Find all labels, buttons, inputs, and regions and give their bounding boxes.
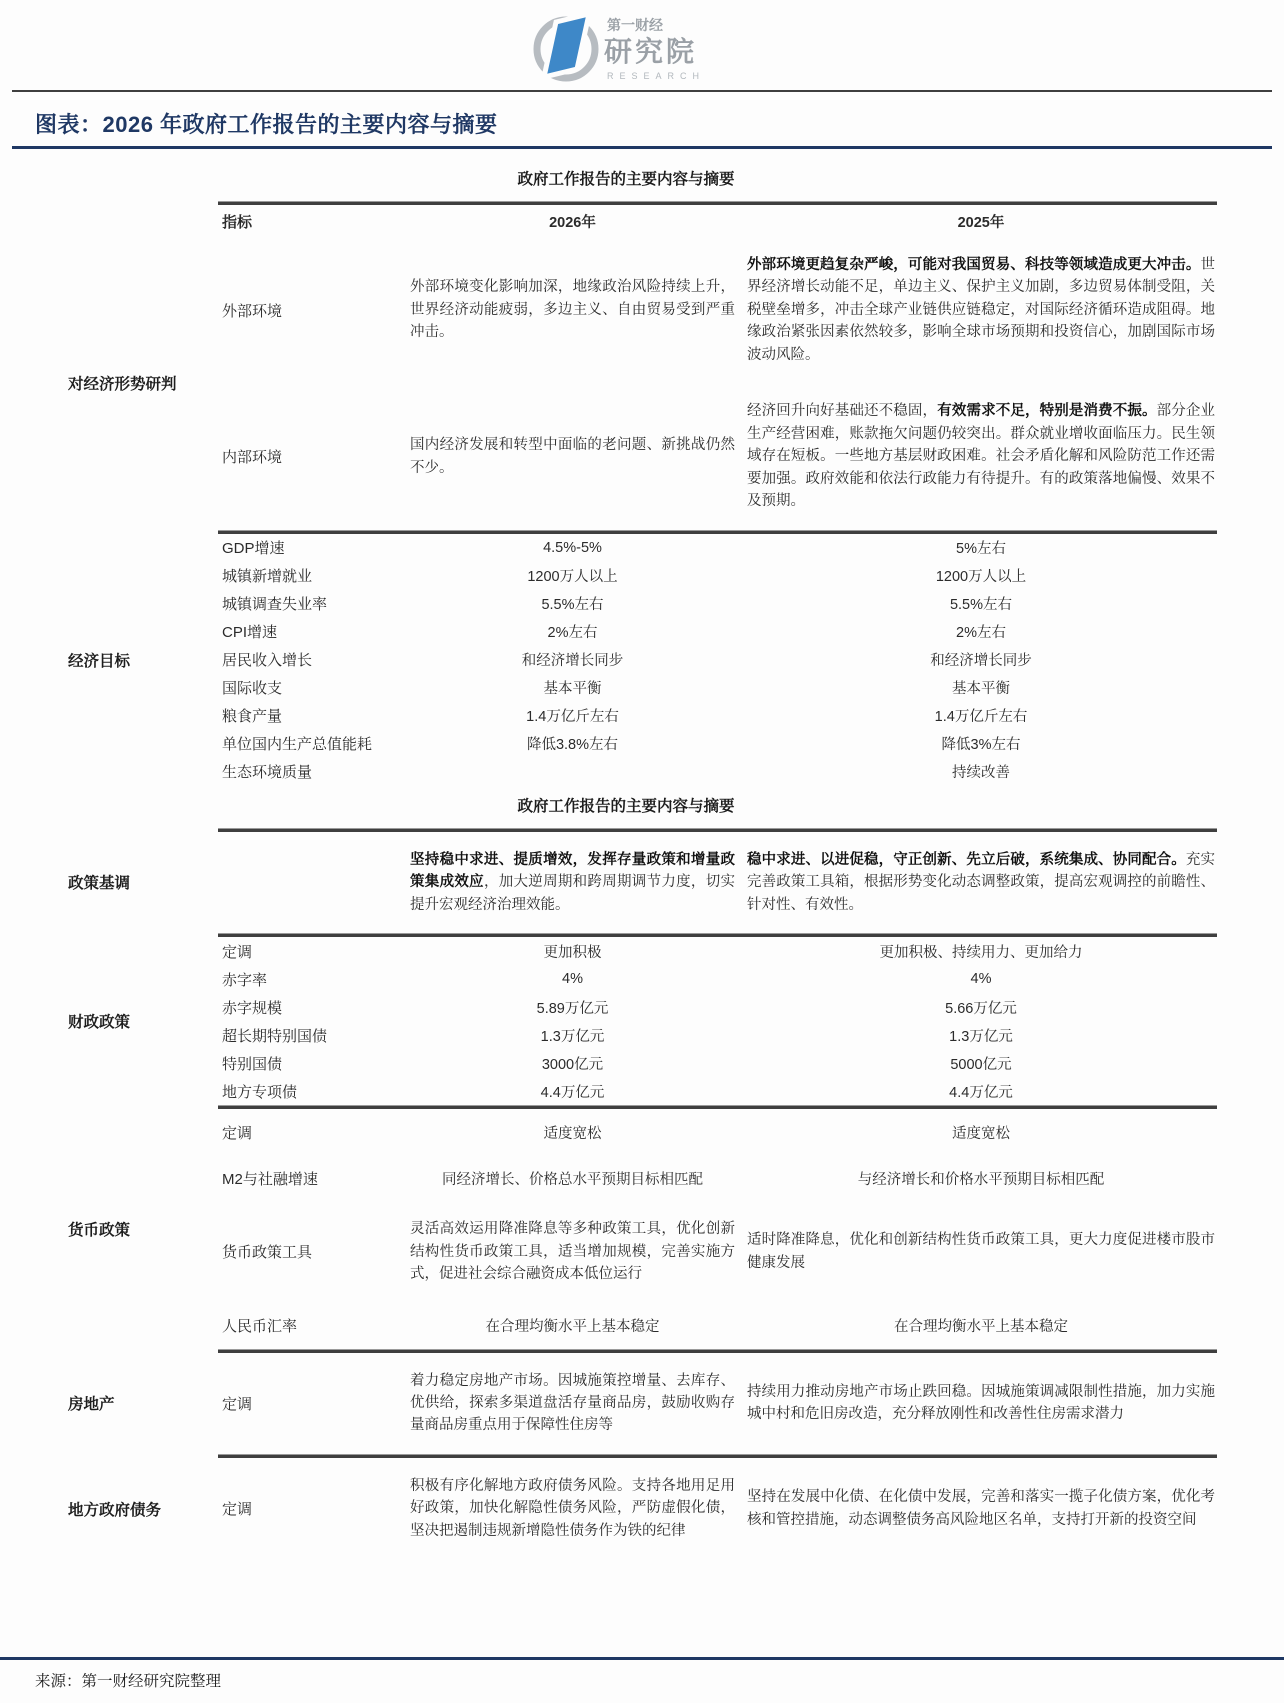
value-2026-cell [400,1473,745,1544]
value-2025-cell [745,1484,1217,1533]
table-row [218,730,1217,758]
value-2025-cell [745,1166,1217,1191]
header-2026: 2026年 [549,214,596,231]
indicator-cell: 居民收入增长 [222,652,313,670]
value-2025-cell [745,535,1217,560]
cell-text: 经济回升向好基础还不稳固， [747,403,938,420]
table-row [218,562,1217,590]
table-section [35,237,1217,530]
cell-text: 在合理均衡水平上基本稳定 [894,1319,1068,1335]
table-section [35,937,1217,1105]
value-2025-cell [745,591,1217,616]
cell-text: 基本平衡 [543,681,602,698]
table-row [218,1109,1217,1155]
source-note: 来源：第一财经研究院整理 [35,1673,222,1690]
brand-logo [0,0,1284,90]
cell-text: 在合理均衡水平上基本稳定 [485,1319,660,1335]
cell-text: 5%左右 [956,541,1006,558]
cell-text: 基本平衡 [952,681,1010,698]
table-row [218,702,1217,730]
indicator-cell: 人民币汇率 [222,1318,298,1335]
value-2026-cell [400,1216,745,1287]
cell-text: 与经济增长和价格水平预期目标相匹配 [857,1171,1105,1188]
value-2026-cell [400,1051,745,1076]
cell-text: 1.4万亿斤左右 [934,709,1028,726]
value-2025-cell [745,647,1217,672]
cell-text: 和经济增长同步 [930,653,1032,670]
header-divider [12,90,1272,92]
cell-text: 持续用力推动房地产市场止跌回稳。因城施策调减限制性措施，加力实施城中村和危旧房改造，充分释放刚性和改善性住房需求潜力 [747,1383,1215,1423]
table-caption: 政府工作报告的主要内容与摘要 [517,171,735,188]
indicator-cell: 超长期特别国债 [222,1027,328,1045]
value-2026-cell [400,563,745,588]
category-label: 房地产 [68,1396,115,1414]
cell-text: 2%左右 [547,625,598,642]
section-rows [218,1458,1217,1559]
emphasis-text: 外部环境更趋复杂严峻，可能对我国贸易、科技等领域造成更大冲击。 [747,257,1201,273]
value-2026-cell [400,847,745,918]
indicator-cell: 货币政策工具 [222,1244,313,1262]
indicator-cell: 生态环境质量 [222,764,313,782]
title-block [12,108,1272,149]
value-2026-cell [400,432,745,481]
section-rows [218,534,1217,786]
value-2026-cell [400,1023,745,1048]
cell-text: 适时降准降息，优化和创新结构性货币政策工具，更大力度促进楼市股市健康发展 [747,1232,1215,1271]
cell-text: 5000亿元 [950,1056,1012,1073]
category-label: 对经济形势研判 [68,376,177,394]
value-2025-cell [745,1120,1217,1145]
table-row [218,674,1217,702]
value-2026-cell [400,274,745,345]
indicator-cell: 国际收支 [222,680,283,698]
cell-text: 1.3万亿元 [540,1028,605,1045]
table-section [35,1458,1217,1559]
report-table [35,159,1217,1559]
page-title: 图表：2026 年政府工作报告的主要内容与摘要 [35,112,498,137]
value-2026-cell [400,647,745,672]
value-2025-cell [745,1379,1217,1428]
cell-text: 世界经济增长动能不足，单边主义、保护主义加剧，多边贸易体制受阻，关税壁垒增多，冲击全球产业链供应链稳定，对国际经济循环造成阻碍。地缘政治紧张因素依然较多，影响全球市场预期和投资信心，加剧国际市场波动风险。 [747,257,1215,363]
cell-text: ，加大逆周期和跨周期调节力度，切实提升宏观经济治理效能。 [410,874,736,913]
logo-brand-text: 第一财经 [607,17,663,33]
cell-text: 4.4万亿元 [949,1084,1013,1101]
cell-text: 适度宽松 [543,1125,602,1142]
cell-text: 更加积极 [543,944,602,961]
table-caption: 政府工作报告的主要内容与摘要 [517,797,735,815]
value-2026-cell [400,969,745,989]
table-row [218,965,1217,993]
table-row [218,1201,1217,1302]
cell-text: 4.5%-5% [543,539,602,556]
indicator-cell: 地方专项债 [222,1083,298,1101]
cell-text: 4.4万亿元 [540,1084,605,1101]
yicai-logo-icon [527,9,757,87]
table-row [218,1155,1217,1201]
category-label: 货币政策 [68,1221,131,1239]
cell-text: 2%左右 [956,625,1006,642]
cell-text: 灵活高效运用降准降息等多种政策工具，优化创新结构性货币政策工具，适当增加规模，完善实施方式，促进社会综合融资成本低位运行 [410,1221,735,1283]
indicator-cell: 粮食产量 [222,708,283,726]
value-2025-cell [745,939,1217,964]
section-rows [218,832,1217,933]
category-cell [35,237,218,530]
cell-text: 国内经济发展和转型中面临的老问题、新挑战仍然不少。 [410,437,735,476]
category-cell [35,832,218,933]
value-2026-cell [400,1166,745,1191]
cell-text: 5.66万亿元 [945,1000,1017,1017]
value-2026-cell [400,591,745,616]
indicator-cell: 赤字规模 [222,999,283,1017]
cell-text: 部分企业生产经营困难，账款拖欠问题仍较突出。群众就业增收面临压力。民生领域存在短板。一些地方基层财政困难。社会矛盾化解和风险防范工作还需要加强。政府效能和依法行政能力有待提升。有的政策落地偏慢、效果不及预期。 [747,403,1216,510]
table-row [218,1049,1217,1077]
table-row [218,1077,1217,1105]
cell-text: 着力稳定房地产市场。因城施策控增量、去库存、优供给，探索多渠道盘活存量商品房，鼓励收购存量商品房重点用于保障性住房等 [410,1372,735,1434]
indicator-cell: GDP增速 [222,540,285,558]
table-row [218,646,1217,674]
value-2025-cell [745,1051,1217,1076]
table-row [218,590,1217,618]
category-label: 经济目标 [68,652,131,670]
indicator-cell: 定调 [222,1124,253,1142]
cell-text: 适度宽松 [952,1125,1010,1142]
table-row [218,832,1217,933]
category-cell [35,1109,218,1348]
value-2025-cell [745,703,1217,728]
table-row [218,1353,1217,1454]
value-2026-cell [400,995,745,1020]
table-row [218,758,1217,786]
value-2026-cell [400,538,745,558]
indicator-cell: 定调 [222,1501,253,1519]
table-row [218,237,1217,383]
category-label: 财政政策 [68,1014,131,1032]
cell-text: 3000亿元 [541,1056,604,1073]
table-row [218,618,1217,646]
cell-text: 5.5%左右 [949,597,1013,614]
indicator-cell: 外部环境 [222,302,283,320]
value-2025-cell [745,1313,1217,1338]
value-2026-cell [400,1368,745,1439]
cell-text: 5.89万亿元 [536,1000,609,1017]
category-cell [35,1353,218,1454]
table-row [218,1021,1217,1049]
table-section [35,1109,1217,1348]
table-row [218,534,1217,562]
value-2026-cell [400,703,745,728]
table-section [35,832,1217,933]
indicator-cell: M2与社融增速 [222,1170,318,1188]
value-2025-cell [745,619,1217,644]
section-rows [218,1353,1217,1454]
emphasis-text: 坚持稳中求进、提质增效，发挥存量政策和增量政策集成效应 [410,851,735,891]
table-section [35,534,1217,786]
cell-text: 5.5%左右 [541,597,604,614]
cell-text: 1200万人以上 [527,569,618,586]
cell-text: 1200万人以上 [935,569,1027,586]
title-underline [12,146,1272,149]
emphasis-text: 有效需求不足，特别是消费不振。 [937,403,1157,420]
value-2025-cell [745,398,1217,514]
cell-text: 4% [970,971,992,988]
section-rows [218,937,1217,1105]
section-rows [218,1109,1217,1348]
value-2026-cell [400,731,745,756]
cell-text: 充实完善政策工具箱，根据形势变化动态调整政策，提高宏观调控的前瞻性、针对性、有效性。 [747,851,1216,913]
indicator-cell: 单位国内生产总值能耗 [222,736,373,754]
header-2025: 2025年 [957,214,1005,231]
value-2026-cell [400,675,745,700]
category-cell [35,534,218,786]
indicator-cell: 城镇调查失业率 [222,596,328,614]
value-2026-cell [400,939,745,964]
cell-text: 坚持在发展中化债、在化债中发展，完善和落实一揽子化债方案，优化考核和管控措施，动态调整债务高风险地区名单，支持打开新的投资空间 [747,1489,1215,1528]
cell-text: 1.3万亿元 [949,1028,1013,1045]
indicator-cell: 内部环境 [222,449,283,467]
logo-institute-text: 研究院 [604,36,698,67]
category-cell [35,1458,218,1559]
value-2025-cell [745,759,1217,784]
category-label: 政策基调 [68,875,131,893]
value-2025-cell [745,995,1217,1020]
value-2025-cell [745,1079,1217,1104]
indicator-cell: 赤字率 [222,971,268,989]
table-section [35,1353,1217,1454]
header-indicator: 指标 [222,213,253,231]
category-cell [35,937,218,1105]
indicator-cell: CPI增速 [222,624,278,642]
table-header-row [218,205,1217,237]
value-2025-cell [745,847,1217,918]
indicator-cell: 定调 [222,1395,253,1413]
cell-text: 1.4万亿斤左右 [526,709,619,726]
section-rows [218,237,1217,530]
value-2025-cell [745,675,1217,700]
cell-text: 积极有序化解地方政府债务风险。支持各地用足用好政策，加快化解隐性债务风险，严防虚假化债，坚决把遏制违规新增隐性债务作为铁的纪律 [410,1477,735,1539]
value-2026-cell [400,1313,745,1338]
cell-text: 持续改善 [952,765,1010,782]
table-row [218,993,1217,1021]
value-2025-cell [745,1227,1217,1276]
cell-text: 同经济增长、价格总水平预期目标相匹配 [442,1171,703,1188]
value-2025-cell [745,252,1217,368]
logo-research-text: RESEARCH [607,71,706,81]
table-row [218,1458,1217,1559]
value-2025-cell [745,563,1217,588]
cell-text: 和经济增长同步 [521,653,624,670]
value-2026-cell [400,770,745,774]
table-row [218,937,1217,965]
indicator-cell: 定调 [222,943,253,961]
cell-text: 外部环境变化影响加深，地缘政治风险持续上升，世界经济动能疲弱，多边主义、自由贸易受到严重冲击。 [410,279,735,341]
cell-text: 更加积极、持续用力、更加给力 [879,944,1083,961]
value-2025-cell [745,731,1217,756]
cell-text: 4% [562,971,583,988]
cell-text: 降低3%左右 [941,737,1021,754]
value-2025-cell [745,1023,1217,1048]
indicator-cell: 特别国债 [222,1055,283,1073]
table-row [218,1303,1217,1349]
value-2026-cell [400,1079,745,1104]
value-2026-cell [400,1120,745,1145]
emphasis-text: 稳中求进、以进促稳，守正创新、先立后破，系统集成、协同配合。 [747,851,1186,868]
value-2025-cell [745,969,1217,989]
indicator-cell [218,880,400,884]
value-2026-cell [400,619,745,644]
table-row [218,383,1217,529]
indicator-cell: 城镇新增就业 [222,568,313,586]
category-label: 地方政府债务 [68,1501,162,1519]
cell-text: 降低3.8%左右 [526,737,619,754]
